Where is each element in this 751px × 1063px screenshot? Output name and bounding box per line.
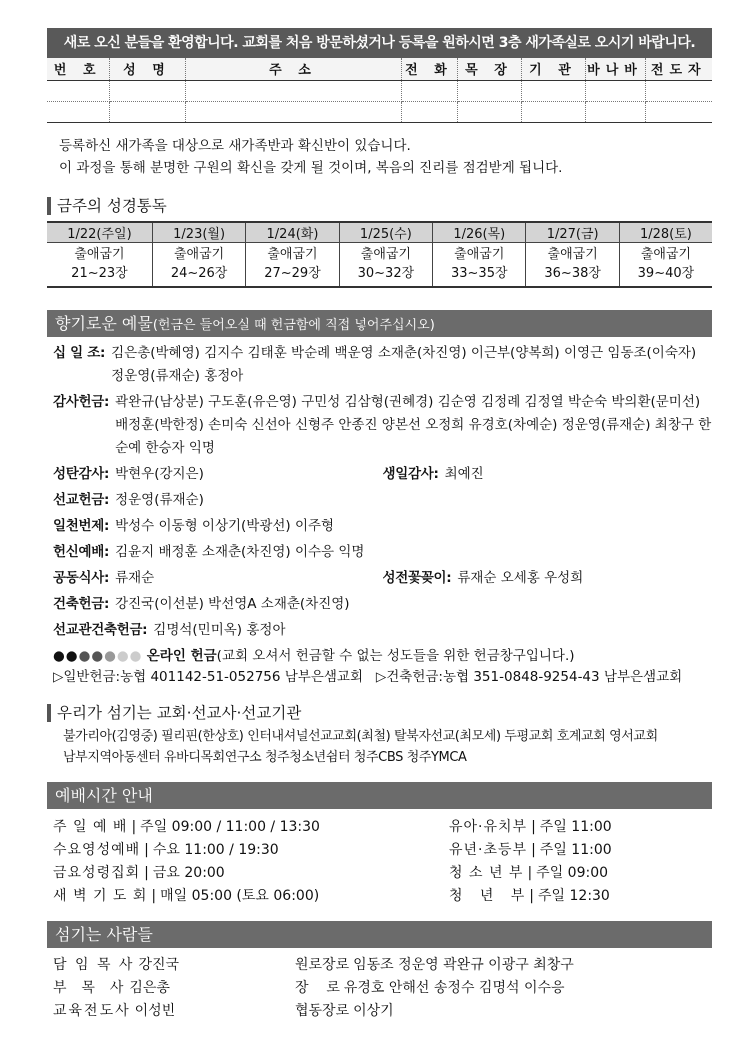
- flower-row: [383, 567, 713, 590]
- note-line: 등록하신 새가족을 대상으로 새가족반과 확신반이 있습니다.: [59, 137, 411, 154]
- online-offering-title: 온라인 헌금: [146, 648, 217, 664]
- bible-reading-cell: 출애굽기 30~32장: [339, 243, 432, 288]
- col-organization: 기 관: [521, 58, 585, 80]
- flower-names: 류재순 오세홍 우성희: [457, 570, 584, 586]
- bible-date: 1/26(목): [433, 222, 526, 243]
- birthday-row: [383, 463, 713, 486]
- elder-item: 원로장로 임동조 정운영 곽완규 이광구 최창구: [295, 957, 574, 973]
- worship-item: 청 소 년 부 | 주일 09:00: [449, 865, 609, 881]
- bible-reading-cell: 출애굽기 21~23장: [47, 243, 152, 288]
- bulletin-page: [47, 28, 712, 1023]
- staff-item: 부 목 사 김은총: [53, 980, 170, 996]
- thanks-row: [53, 391, 712, 460]
- building-names: 강진국(이선분) 박선영A 소재춘(차진영): [115, 596, 350, 612]
- welcome-banner: 새로 오신 분들을 환영합니다. 교회를 처음 방문하셨거나 등록을 원하시면 3층 새가족실로 오시기 바랍니다.: [47, 28, 712, 58]
- bible-date: 1/23(월): [152, 222, 245, 243]
- col-number: 번 호: [47, 58, 109, 80]
- worship-item: 새 벽 기 도 회 | 매일 05:00 (토요 06:00): [53, 888, 320, 904]
- mission-building-row: [53, 619, 712, 642]
- bible-date: 1/28(토): [619, 222, 712, 243]
- registration-notes: [59, 135, 712, 179]
- bible-reading-cell: 출애굽기 39~40장: [619, 243, 712, 288]
- bible-reading-cell: 출애굽기 27~29장: [246, 243, 339, 288]
- bible-readings-row: [47, 243, 712, 288]
- bible-reading-cell: 출애굽기 24~26장: [152, 243, 245, 288]
- mission-building-names: 김명석(민미옥) 홍정아: [153, 622, 286, 638]
- account-building: ▷건축헌금:농협 351-0848-9254-43 남부은샘교회: [375, 669, 683, 685]
- firstday-row: [53, 515, 712, 538]
- thanks-names: 곽완규(남상분) 구도훈(유은영) 구민성 김삼형(권혜경) 김순영 김정례 김정열 박순숙 박의환(문미선) 배정훈(박한정) 손미숙 신선아 신형주 안종진 양본선 오정희 유경호(차예순) 정운영(류재순) 최창구 한순예 한승자 익명: [115, 394, 712, 456]
- elder-item: 장 로 유경호 안해선 송정수 김명석 이수응: [295, 980, 565, 996]
- birthday-label: 생일감사:: [382, 466, 439, 482]
- worship-item: 유아·유치부 | 주일 11:00: [449, 819, 612, 835]
- worship-item: 주 일 예 배 | 주일 09:00 / 11:00 / 13:30: [53, 819, 320, 835]
- staff-item: 교육전도사 이성빈: [53, 1003, 176, 1019]
- registration-blank-row: [47, 80, 712, 101]
- elder-item: 협동장로 이상기: [295, 1003, 394, 1019]
- devotion-names: 김윤지 배정훈 소재춘(차진영) 이수응 익명: [115, 544, 365, 560]
- worship-item: 수요영성예배 | 수요 11:00 / 19:30: [53, 842, 279, 858]
- offering-header: [47, 310, 712, 337]
- serve-line: 남부지역아동센터 유바디목회연구소 청주청소년쉼터 청주CBS 청주YMCA: [63, 750, 467, 765]
- offering-section: [47, 310, 712, 688]
- firstday-names: 박성수 이동형 이상기(박광선) 이주형: [115, 518, 335, 534]
- worship-item: 청 년 부 | 주일 12:30: [449, 888, 610, 904]
- meal-row: [53, 567, 383, 590]
- serve-line: 불가리아(김영중) 필리핀(한상호) 인터내셔널선교교회(최철) 탈북자선교(최모세) 두평교회 호계교회 영서교회: [63, 729, 658, 744]
- christmas-names: 박현우(강지은): [115, 466, 204, 482]
- christmas-row: [53, 463, 383, 486]
- tithe-row: [53, 342, 712, 388]
- bible-reading-cell: 출애굽기 33~35장: [433, 243, 526, 288]
- building-label: 건축헌금:: [53, 596, 110, 612]
- flower-label: 성전꽃꽂이:: [382, 570, 452, 586]
- offering-title: 향기로운 예물: [55, 314, 153, 333]
- tithe-label: 십 일 조:: [53, 345, 106, 361]
- devotion-label: 헌신예배:: [53, 544, 110, 560]
- registration-blank-row: [47, 101, 712, 122]
- staff-item: 담 임 목 사 강진국: [53, 957, 180, 973]
- serve-section: [47, 704, 712, 768]
- people-section: [47, 921, 712, 1023]
- bible-date: 1/22(주일): [47, 222, 152, 243]
- col-name: 성 명: [109, 58, 185, 80]
- serve-title: 우리가 섬기는 교회·선교사·선교기관: [47, 704, 712, 722]
- account-general: ▷일반헌금:농협 401142-51-052756 남부은샘교회: [53, 669, 363, 685]
- bible-date: 1/27(금): [526, 222, 619, 243]
- online-accounts: [53, 667, 712, 688]
- firstday-label: 일천번제:: [53, 518, 110, 534]
- bible-date: 1/25(수): [339, 222, 432, 243]
- tithe-names: 김은총(박혜영) 김지수 김태훈 박순례 백운영 소재춘(차진영) 이근부(양복희) 이영근 임동조(이숙자) 정운영(류재순) 홍정아: [111, 345, 697, 384]
- christmas-label: 성탄감사:: [53, 466, 110, 482]
- meal-label: 공동식사:: [53, 570, 110, 586]
- mission-row: [53, 489, 712, 512]
- bible-reading-table: [47, 221, 712, 289]
- mission-building-label: 선교관건축헌금:: [53, 622, 148, 638]
- col-evangelist: 전도자: [645, 58, 712, 80]
- building-row: [53, 593, 712, 616]
- bible-reading-title: 금주의 성경통독: [47, 197, 712, 215]
- online-offering-heading: [53, 646, 712, 667]
- worship-section: [47, 782, 712, 908]
- registration-header-row: [47, 58, 712, 80]
- people-title: 섬기는 사람들: [47, 921, 712, 948]
- mission-names: 정운영(류재순): [115, 492, 204, 508]
- online-offering-desc: (교회 오셔서 헌금할 수 없는 성도들을 위한 헌금창구입니다.): [216, 648, 575, 664]
- mission-label: 선교헌금:: [53, 492, 110, 508]
- worship-item: 유년·초등부 | 주일 11:00: [449, 842, 612, 858]
- note-line: 이 과정을 통해 분명한 구원의 확신을 갖게 될 것이며, 복음의 진리를 점검받게 됩니다.: [59, 159, 563, 176]
- col-phone: 전 화: [401, 58, 457, 80]
- col-address: 주 소: [185, 58, 401, 80]
- bible-reading-cell: 출애굽기 36~38장: [526, 243, 619, 288]
- col-barnabas: 바나바: [585, 58, 645, 80]
- online-offering: [47, 646, 712, 688]
- registration-table: [47, 58, 712, 123]
- bible-date: 1/24(화): [246, 222, 339, 243]
- devotion-row: [53, 541, 712, 564]
- col-mokjang: 목 장: [457, 58, 521, 80]
- worship-item: 금요성령집회 | 금요 20:00: [53, 865, 225, 881]
- worship-title: 예배시간 안내: [47, 782, 712, 809]
- thanks-label: 감사헌금:: [53, 394, 110, 410]
- birthday-names: 최예진: [444, 466, 484, 482]
- meal-names: 류재순: [115, 570, 155, 586]
- offering-subtitle: (헌금은 들어오실 때 헌금함에 직접 넣어주십시오): [152, 318, 435, 333]
- bible-dates-row: [47, 222, 712, 243]
- dots-decoration-icon: ●●●●●●●: [53, 648, 143, 664]
